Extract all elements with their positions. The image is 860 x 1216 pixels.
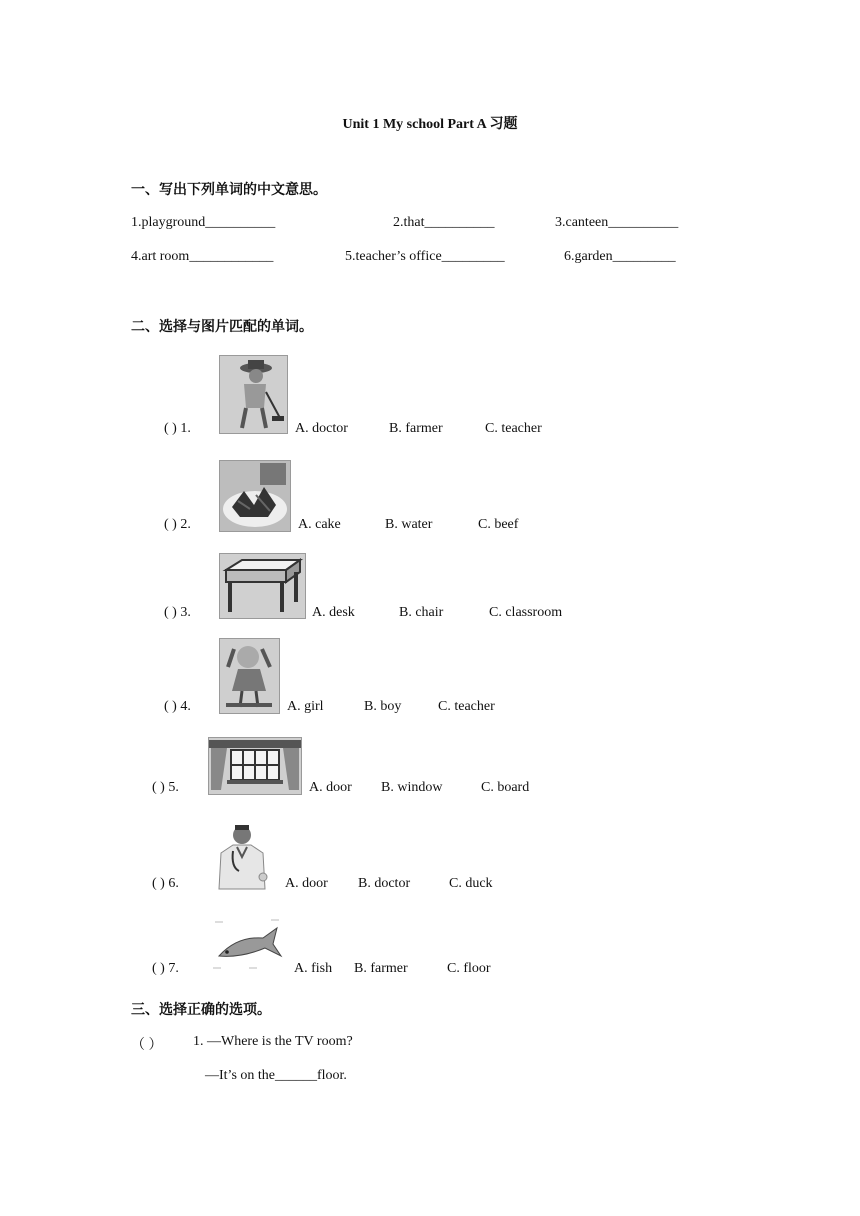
option-b: B. farmer	[354, 961, 408, 976]
question-text: 1. —Where is the TV room?	[193, 1034, 353, 1049]
question-bracket: ( ) 6.	[152, 876, 179, 891]
page-title: Unit 1 My school Part A 习题	[342, 117, 518, 132]
answer-line: —It’s on the______floor.	[205, 1068, 347, 1083]
section-1-heading: 一、写出下列单词的中文意思。	[131, 182, 327, 198]
vocab-item: 1.playground__________	[131, 215, 276, 230]
vocab-item: 4.art room____________	[131, 249, 274, 264]
doctor-image	[210, 820, 274, 892]
option-a: A. door	[309, 780, 352, 795]
desk-image	[219, 553, 306, 619]
option-a: A. doctor	[295, 421, 348, 436]
vocab-item: 5.teacher’s office_________	[345, 249, 505, 264]
question-bracket: ( ) 7.	[152, 961, 179, 976]
option-c: C. board	[481, 780, 530, 795]
option-b: B. doctor	[358, 876, 411, 891]
option-c: C. classroom	[489, 605, 563, 620]
section-3-heading: 三、选择正确的选项。	[131, 1002, 271, 1018]
option-c: C. beef	[478, 517, 519, 532]
question-bracket: ( ) 4.	[164, 699, 191, 714]
option-a: A. girl	[287, 699, 324, 714]
option-a: A. fish	[294, 961, 333, 976]
question-bracket: ( ) 1.	[164, 421, 191, 436]
option-c: C. teacher	[485, 421, 542, 436]
farmer-image	[219, 355, 288, 434]
option-c: C. duck	[449, 876, 493, 891]
window-image	[208, 737, 302, 795]
vocab-item: 3.canteen__________	[555, 215, 679, 230]
vocab-item: 6.garden_________	[564, 249, 676, 264]
option-b: B. water	[385, 517, 433, 532]
vocab-item: 2.that__________	[393, 215, 495, 230]
beef-image	[219, 460, 291, 532]
option-a: A. door	[285, 876, 328, 891]
girl-image	[219, 638, 280, 714]
option-a: A. cake	[298, 517, 341, 532]
fish-image	[210, 915, 288, 975]
question-bracket: ( ) 2.	[164, 517, 191, 532]
option-c: C. teacher	[438, 699, 495, 714]
option-b: B. chair	[399, 605, 444, 620]
question-bracket: （ ）	[131, 1038, 163, 1053]
question-bracket: ( ) 3.	[164, 605, 191, 620]
option-b: B. window	[381, 780, 443, 795]
option-c: C. floor	[447, 961, 491, 976]
question-bracket: ( ) 5.	[152, 780, 179, 795]
option-b: B. farmer	[389, 421, 443, 436]
option-a: A. desk	[312, 605, 355, 620]
section-2-heading: 二、选择与图片匹配的单词。	[131, 319, 313, 335]
option-b: B. boy	[364, 699, 402, 714]
